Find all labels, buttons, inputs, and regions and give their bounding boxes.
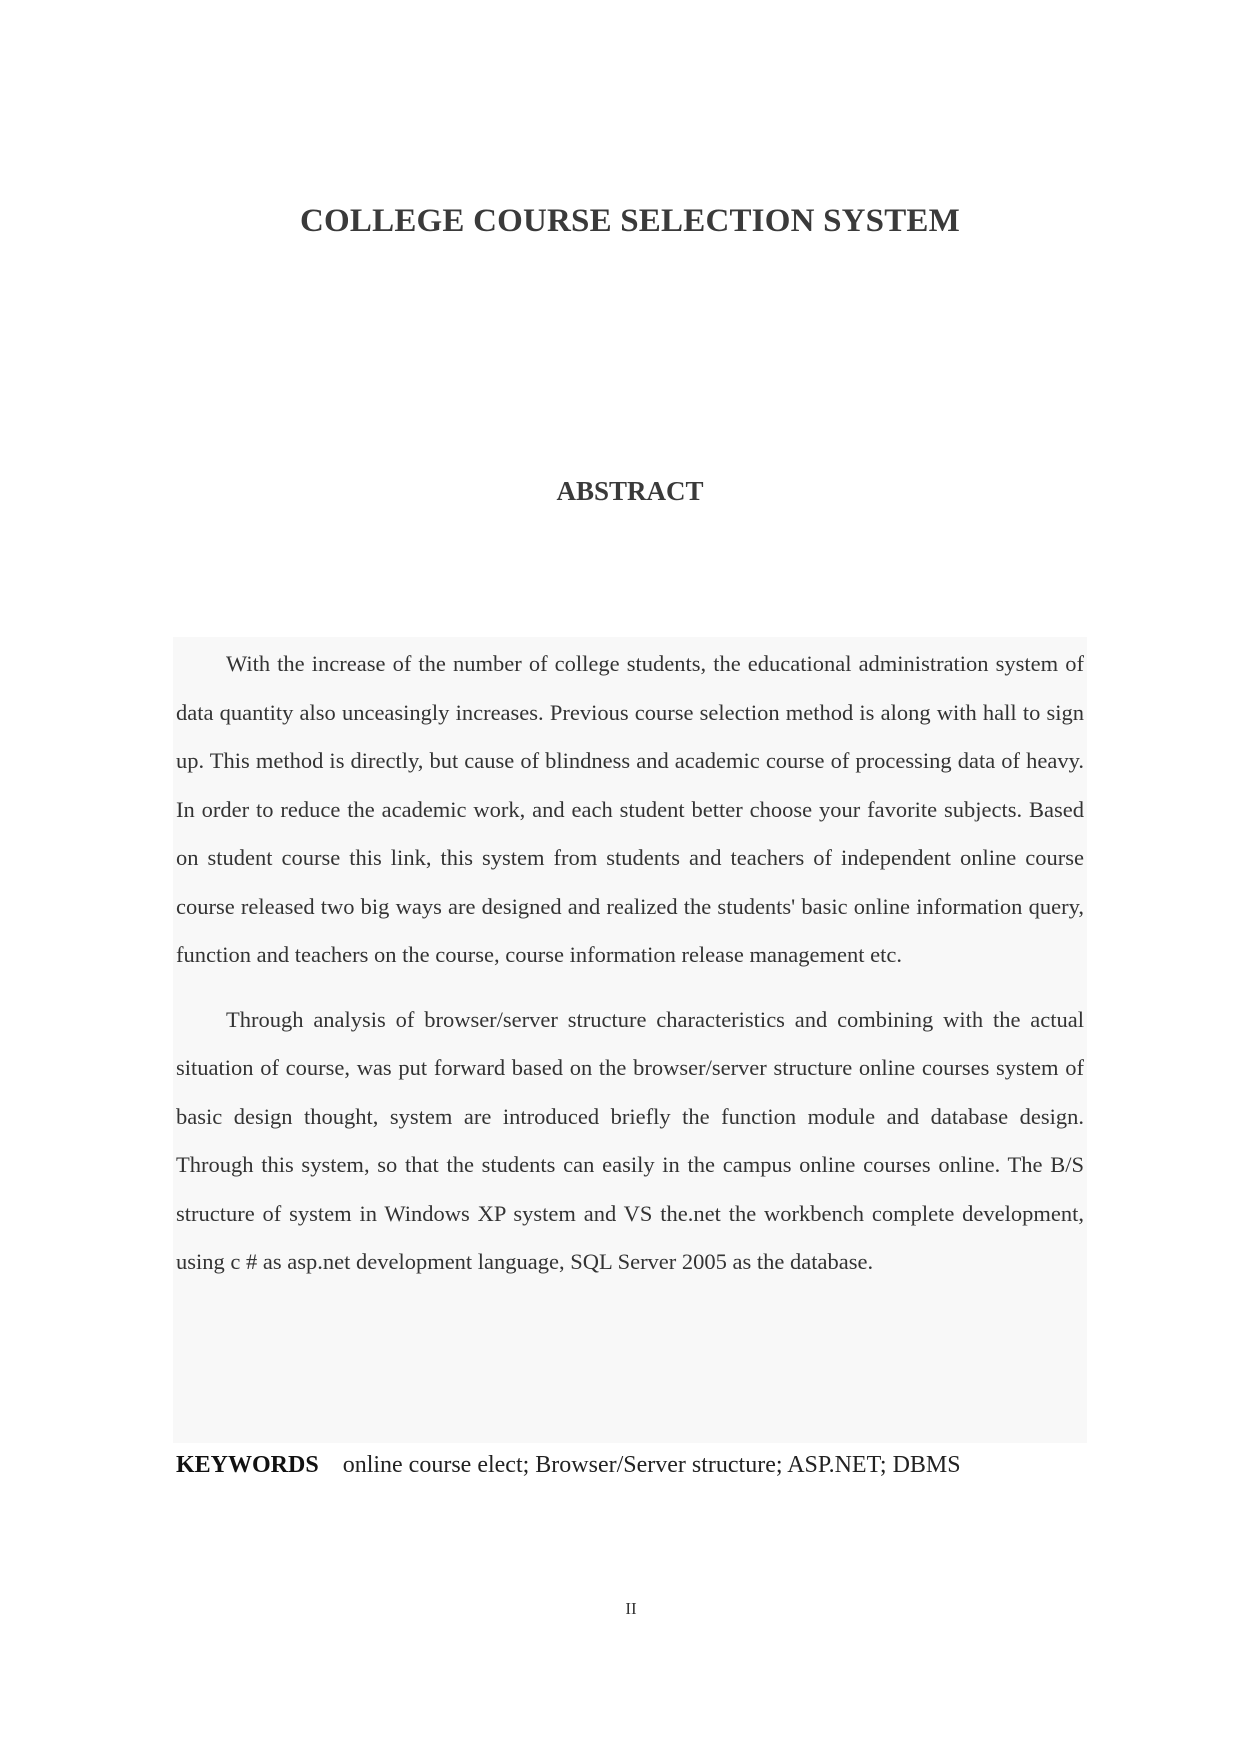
abstract-heading: ABSTRACT — [556, 476, 704, 506]
abstract-body — [176, 640, 1084, 1303]
page-number: II — [625, 1599, 637, 1618]
keywords-text: online course elect; Browser/Server structure; ASP.NET; DBMS — [342, 1452, 961, 1478]
abstract-paragraph-1: With the increase of the number of college students, the educational administration system of data quantity also unceasingly increases. Previous course selection method is along with hall to sign up. This method is directly, but cause of blindness and academic course of processing data of heavy. In order to reduce the academic work, and each student better choose your favorite subjects. Based on student course this link, this system from students and teachers of independent online course course released two big ways are designed and realized the students' basic online information query, function and teachers on the course, course information release management etc. — [176, 651, 1084, 967]
keywords-label: KEYWORDS — [176, 1452, 319, 1478]
keywords-line — [176, 1448, 1084, 1482]
abstract-paragraph-2: Through analysis of browser/server structure characteristics and combining with the actual situation of course, was put forward based on the browser/server structure online courses system of basic design thought, system are introduced briefly the function module and database design. Through this system, so that the students can easily in the campus online courses online. The B/S structure of system in Windows XP system and VS the.net the workbench complete development, using c # as asp.net development language, SQL Server 2005 as the database. — [176, 1006, 1084, 1274]
document-title: COLLEGE COURSE SELECTION SYSTEM — [300, 203, 960, 239]
